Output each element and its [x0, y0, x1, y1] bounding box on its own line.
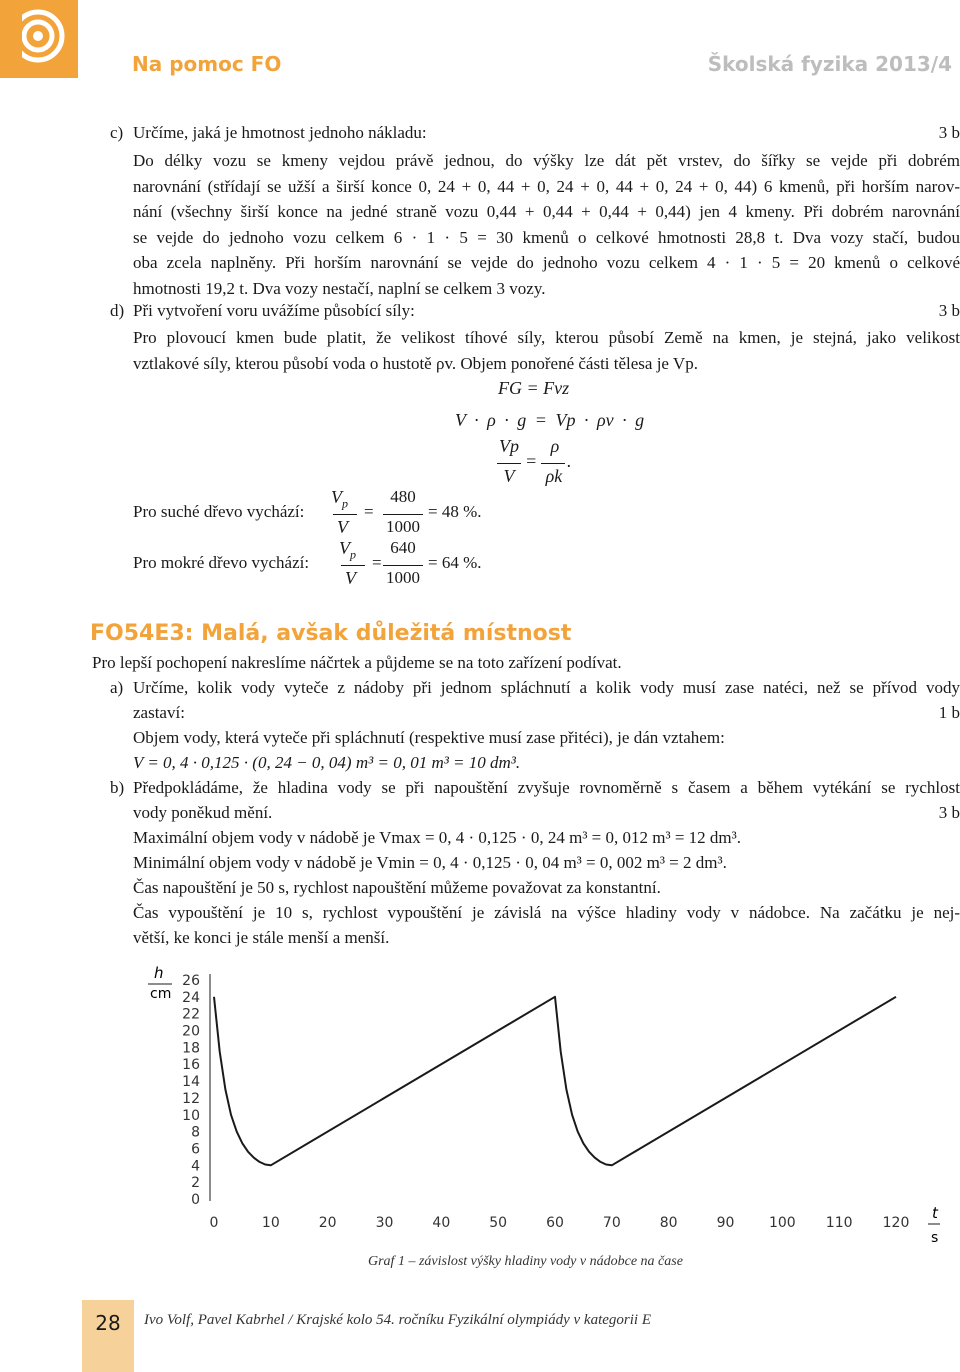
x-tick-label: 80 — [659, 1215, 678, 1231]
dry-label: Pro suché dřevo vychází: — [133, 502, 305, 521]
wet-den: 1000 — [386, 568, 420, 587]
part-c-line: oba zcela naplněny. Při horším narovnání se vejde do jednoho vozu celkem 4 · 1 · 5 = 20 kmenů o celkové — [133, 253, 960, 272]
x-tick-label: 60 — [546, 1215, 564, 1231]
dry-num: 480 — [390, 487, 416, 506]
part-b — [110, 778, 960, 958]
header-journal-title: Školská fyzika 2013/4 — [707, 52, 952, 76]
wet-num: 640 — [390, 538, 416, 557]
part-a-label: a) — [110, 678, 124, 697]
x-tick-label: 90 — [716, 1215, 735, 1231]
dry-den: 1000 — [386, 517, 420, 536]
part-c-heading: Určíme, jaká je hmotnost jednoho nákladu: — [133, 123, 427, 142]
y-axis-symbol: h — [154, 964, 164, 982]
y-tick-label: 6 — [191, 1141, 200, 1158]
part-d-label: d) — [110, 301, 125, 320]
footer-citation: Ivo Volf, Pavel Kabrhel / Krajské kolo 54. ročníku Fyzikální olympiády v kategorii E — [144, 1312, 651, 1328]
wet-label: Pro mokré dřevo vychází: — [133, 553, 310, 572]
y-tick-label: 26 — [182, 973, 200, 989]
part-c-line: se vejde do jednoho vozu celkem 6 · 1 · 5 = 30 kmenů o celkové hmotnosti 28,8 t. Dva vozy stačí, budou — [133, 227, 960, 247]
y-tick-label: 4 — [191, 1158, 200, 1175]
y-tick-label: 20 — [182, 1023, 200, 1040]
section-intro: Pro lepší pochopení nakreslíme náčrtek a půjdeme se na toto zařízení podívat. — [92, 653, 622, 672]
part-b-vmax: Maximální objem vody v nádobě je Vmax = 0, 4 · 0,125 · 0, 24 m³ = 0, 012 m³ = 12 dm³. — [133, 828, 741, 847]
y-tick-label: 12 — [182, 1090, 200, 1107]
water-level-chart — [140, 960, 940, 1250]
part-c-points: 3 b — [938, 123, 960, 142]
y-axis-unit: cm — [150, 986, 172, 1002]
ratio-rhs-den: ρk — [545, 466, 563, 486]
wet-wood-result: Pro mokré dřevo vychází: $V_p$ V = 640 1000 = 64 %. — [133, 538, 482, 588]
x-tick-label: 20 — [318, 1215, 337, 1231]
dry-result: = 48 %. — [428, 502, 482, 521]
x-tick-label: 110 — [825, 1215, 853, 1231]
part-c-body — [133, 148, 960, 301]
ratio-lhs-num: Vp — [499, 436, 519, 456]
part-c-label: c) — [110, 123, 124, 142]
part-a-formula: V = 0, 4 · 0,125 · (0, 24 − 0, 04) m³ = 0, 01 m³ = 10 dm³. — [133, 753, 521, 772]
equation-forces: FG = Fvz — [498, 378, 570, 398]
part-a-points: 1 b — [938, 703, 960, 722]
part-a-line: Určíme, kolik vody vyteče z nádoby při jednom spláchnutí a kolik vody musí zase natéci, než se přívod vody — [133, 678, 960, 697]
part-c-line: nání (všechny širší konce na jedné straně vozu 0,44 + 0,44 + 0,44 + 0,44) jen 4 kmeny. Při dobrém narovnání — [133, 202, 960, 221]
part-d-body — [133, 325, 960, 376]
equation-ratio: Vp V = ρ ρk . — [495, 436, 585, 492]
x-axis-unit: s — [931, 1230, 939, 1246]
part-a-line: zastaví: — [133, 703, 185, 722]
part-b-line: vody poněkud mění. — [133, 803, 273, 822]
part-d-heading: Při vytvoření voru uvážíme působící síly: — [133, 301, 415, 320]
part-a-line: Objem vody, která vyteče při spláchnutí (respektive musí zase přitéci), je dán vztahem: — [133, 728, 725, 747]
part-b-line: Předpokládáme, že hladina vody se při napouštění zvyšuje rovnoměrně s časem a během vytékání se rychlost — [133, 778, 960, 797]
x-tick-label: 120 — [882, 1215, 910, 1231]
journal-logo-icon — [0, 0, 78, 78]
water-level-line — [214, 997, 896, 1166]
y-tick-label: 16 — [182, 1057, 200, 1074]
y-tick-label: 10 — [182, 1107, 200, 1124]
y-tick-label: 2 — [191, 1175, 200, 1192]
x-tick-label: 10 — [261, 1215, 280, 1231]
part-b-label: b) — [110, 778, 125, 797]
header-section-title: Na pomoc FO — [132, 52, 282, 76]
part-b-line: Čas vypouštění je 10 s, rychlost vypouštění je závislá na výšce hladiny vody v nádobce. Na začátku je nej- — [133, 903, 960, 922]
part-a — [110, 678, 960, 772]
y-tick-label: 18 — [182, 1040, 200, 1057]
dry-wood-result: Pro suché dřevo vychází: $V_p$ V = 480 1000 = 48 %. — [133, 487, 482, 537]
part-d-line: vztlakové síly, kterou působí voda o hustotě ρv. Objem ponořené části tělesa je Vp. — [133, 353, 698, 373]
part-c-line: Do délky vozu se kmeny vejdou právě jednou, do výšky lze dát pět vrstev, do šířky se vejde při dobrém — [133, 151, 960, 170]
part-b-line: větší, ke konci je stále menší a menší. — [133, 928, 390, 947]
wet-result: = 64 %. — [428, 553, 482, 572]
x-tick-label: 100 — [768, 1215, 796, 1231]
part-c-line: narovnání (střídají se užší a širší konce 0, 24 + 0, 44 + 0, 24 + 0, 44 + 0, 24 + 0, 44) 6 kmenů, při horším narov- — [133, 176, 960, 196]
part-d-points: 3 b — [938, 301, 960, 320]
x-tick-label: 0 — [209, 1215, 219, 1231]
x-tick-label: 70 — [602, 1215, 621, 1231]
x-axis-symbol: t — [932, 1204, 938, 1222]
x-tick-label: 30 — [375, 1215, 394, 1231]
y-tick-label: 14 — [182, 1074, 200, 1091]
x-tick-label: 50 — [489, 1215, 508, 1231]
page-number: 28 — [95, 1311, 121, 1335]
section-title: FO54E3: Malá, avšak důležitá místnost — [90, 621, 572, 646]
ratio-rhs-num: ρ — [550, 436, 560, 456]
chart-caption: Graf 1 – závislost výšky hladiny vody v nádobce na čase — [368, 1254, 683, 1269]
equation-volumes: V · ρ · g = Vp · ρv · g — [455, 410, 645, 430]
y-tick-label: 0 — [191, 1192, 200, 1208]
part-b-line: Čas napouštění je 50 s, rychlost napouštění můžeme považovat za konstantní. — [133, 878, 661, 897]
y-tick-label: 24 — [182, 989, 200, 1006]
part-c-line: hmotnosti 19,2 t. Dva vozy nestačí, naplní se celkem 3 vozy. — [133, 278, 546, 298]
x-tick-label: 40 — [432, 1215, 451, 1231]
part-d-line: Pro plovoucí kmen bude platit, že velikost tíhové síly, kterou působí Země na kmen, je stejná, jako velikost — [133, 328, 960, 347]
y-tick-label: 22 — [182, 1006, 200, 1023]
ratio-lhs-den: V — [503, 466, 515, 486]
part-b-vmin: Minimální objem vody v nádobě je Vmin = 0, 4 · 0,125 · 0, 04 m³ = 0, 002 m³ = 2 dm³. — [133, 853, 727, 872]
y-tick-label: 8 — [191, 1124, 200, 1141]
part-b-points: 3 b — [938, 803, 960, 822]
